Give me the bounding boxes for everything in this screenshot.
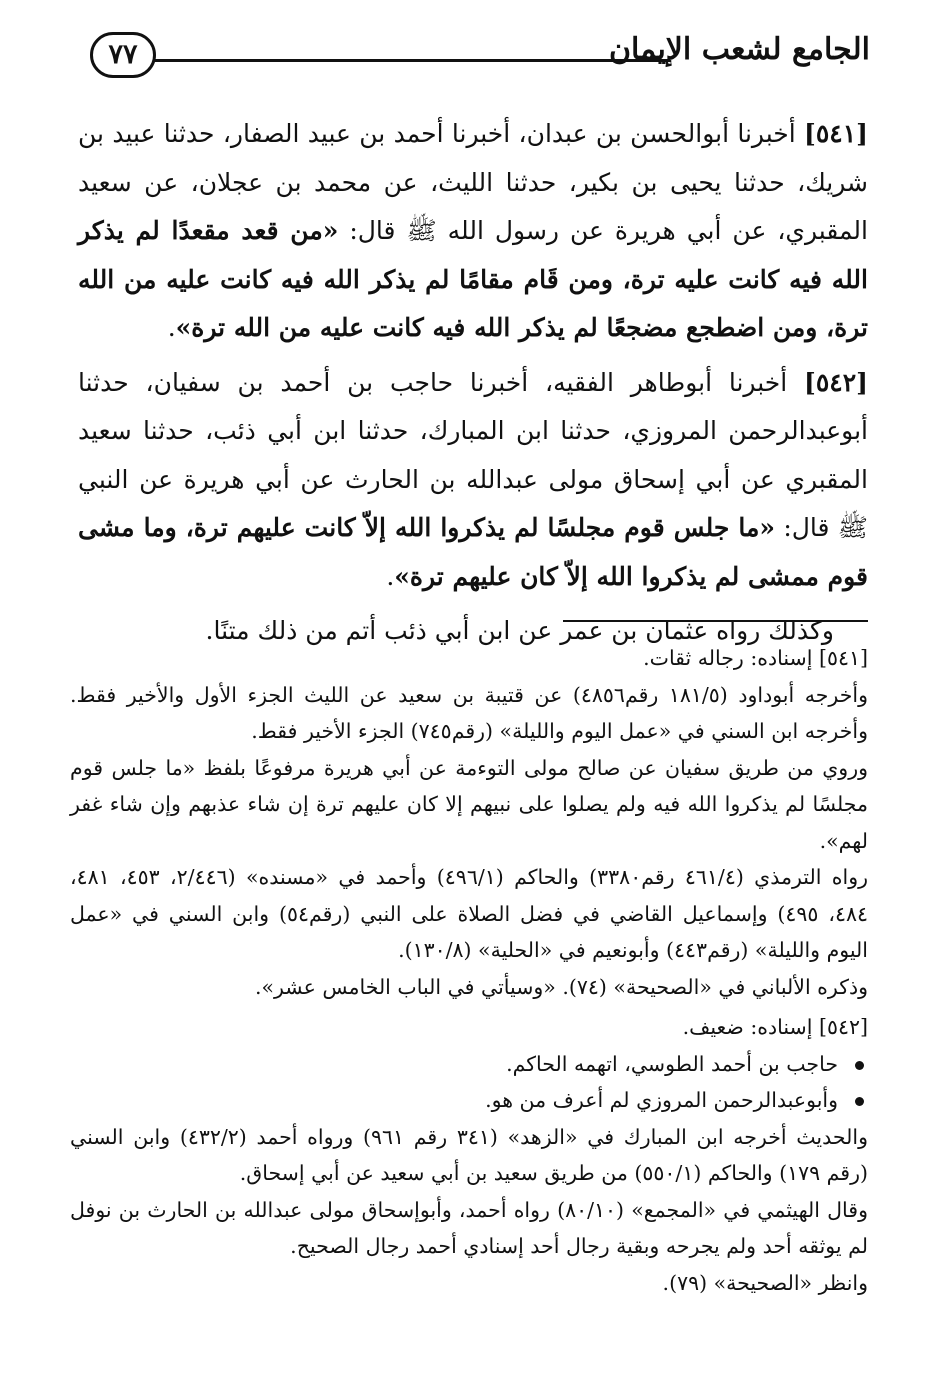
running-title: الجامع لشعب الإيمان (608, 32, 870, 67)
footnote-paragraph: وذكره الألباني في «الصحيحة» (٧٤). «وسيأتي في الباب الخامس عشر». (254, 974, 868, 999)
hadith-end: . (167, 313, 176, 342)
hadith-542 (78, 359, 868, 602)
hadith-541 (78, 110, 868, 353)
footnote-paragraph: وروي من طريق سفيان عن صالح مولى التوءمة عن أبي هريرة مرفوعًا بلفظ «ما جلس قوم مجلسًا لم يذكروا الله فيه ولم يصلوا على نبيهم إلا كان عليهم ترة إن شاء عذبهم وإن شاء غفر لهم». (70, 755, 868, 853)
footnote-542-heading: [٥٤٢] إسناده: ضعيف. (682, 1015, 868, 1039)
hadith-matn: «ما جلس قوم مجلسًا لم يذكروا الله إلاّ كانت عليهم ترة، وما مشى قوم ممشى لم يذكروا الله إلاّ كان عليهم ترة» (78, 513, 868, 591)
narration-note: وكذلك رواه عثمان بن عمر عن ابن أبي ذئب أتم من ذلك متنًا. (205, 616, 834, 645)
hadith-matn: «من قعد مقعدًا لم يذكر الله فيه كانت عليه ترة، ومن قَام مقامًا لم يذكر الله فيه كانت عليه من الله ترة، ومن اضطجع مضجعًا لم يذكر الله فيه كانت عليه من الله ترة» (78, 216, 868, 342)
footnotes (70, 640, 868, 1301)
footnote-paragraph: وأخرجه أبوداود (١٨١/٥ رقم٤٨٥٦) عن قتيبة بن سعيد عن الليث الجزء الأول والأخير فقط. وأخرجه ابن السني في «عمل اليوم والليلة» (رقم٧٤٥) الجزء الأخير فقط. (70, 682, 868, 743)
list-item (70, 1046, 838, 1083)
page-header (90, 26, 870, 86)
list-item (70, 1082, 838, 1119)
footnote-paragraph: وانظر «الصحيحة» (٧٩). (662, 1270, 868, 1295)
hadith-number: [٥٤٢] (804, 367, 868, 397)
hadith-isnad: أخبرنا أبوطاهر الفقيه، أخبرنا حاجب بن أحمد بن سفيان، حدثنا أبوعبدالرحمن المروزي، حدثنا ابن المبارك، حدثنا ابن أبي ذئب، حدثنا سعيد المقبري عن أبي إسحاق مولى عبدالله بن الحارث عن أبي هريرة عن النبي ﷺ قال: (78, 367, 868, 542)
list-item-text: حاجب بن أحمد الطوسي، اتهمه الحاكم. (506, 1051, 838, 1076)
list-item-text: وأبوعبدالرحمن المروزي لم أعرف من هو. (485, 1088, 838, 1112)
page-number: ٧٧ (90, 32, 156, 78)
footnote-paragraph: والحديث أخرجه ابن المبارك في «الزهد» (٣٤١ رقم ٩٦١) ورواه أحمد (٤٣٢/٢) وابن السني (رقم ١٧٩) والحاكم (٥٥٠/١) من طريق سعيد بن أبي سعيد عن أبي إسحاق. (70, 1124, 868, 1185)
footnote-541-heading: [٥٤١] إسناده: رجاله ثقات. (643, 646, 868, 670)
main-text (78, 110, 868, 662)
hadith-end: . (386, 561, 395, 591)
hadith-isnad: أخبرنا أبوالحسن بن عبدان، أخبرنا أحمد بن عبيد الصفار، حدثنا عبيد بن شريك، حدثنا يحيى بن بكير، حدثنا الليث، عن محمد بن عجلان، عن سعيد المقبري، عن أبي هريرة عن رسول الله ﷺ قال: (78, 119, 868, 245)
footnote-separator (563, 620, 868, 622)
header-rule (154, 59, 670, 62)
footnote-paragraph: رواه الترمذي (٤٦١/٤ رقم٣٣٨٠) والحاكم (٤٩٦/١) وأحمد في «مسنده» (٢/٤٤٦، ٤٥٣، ٤٨١، ٤٨٤، ٤٩٥) وإسماعيل القاضي في فضل الصلاة على النبي (رقم٥٤) وابن السني في «عمل اليوم والليلة» (رقم٤٤٣) وأبونعيم في «الحلية» (١٣٠/٨). (70, 865, 868, 962)
footnote-paragraph: وقال الهيثمي في «المجمع» (٨٠/١٠) رواه أحمد، وأبوإسحاق مولى عبدالله بن الحارث بن نوفل لم يوثقه أحد ولم يجرحه وبقية رجال أحد إسنادي أحمد رجال الصحيح. (70, 1197, 868, 1258)
hadith-number: [٥٤١] (804, 119, 868, 148)
bullet-icon (855, 1097, 864, 1106)
footnote-bullet-list (70, 1046, 868, 1119)
bullet-icon (855, 1061, 864, 1070)
